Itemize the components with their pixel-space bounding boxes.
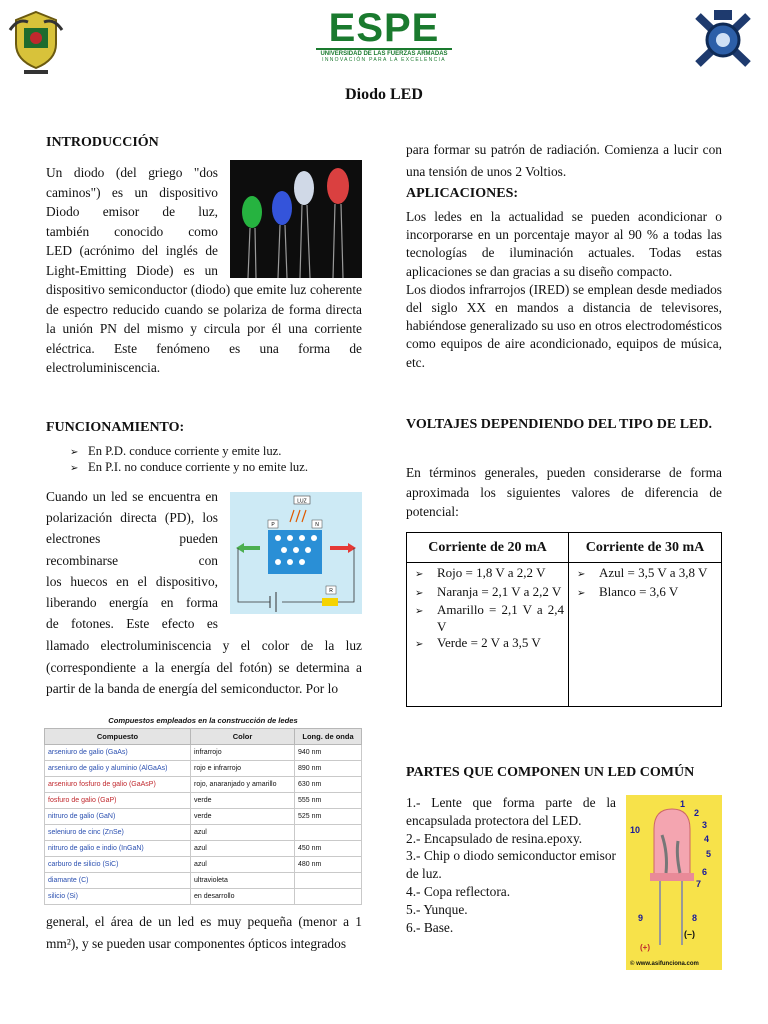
diagram-n-label: N: [315, 522, 319, 528]
svg-text:© www.asifunciona.com: © www.asifunciona.com: [630, 961, 699, 967]
svg-text:6: 6: [702, 867, 708, 877]
apps-text: Los ledes en la actualidad se pueden acondicionar o incorporarse en un porcentaje mayor al 90 % a todas las tecnologías de iluminación actuales. Todas estas aplicaciones se dan gracias a su diseño compacto. Los diodos infrarrojos (IRED) se emplean desde mediados del siglo XX en mandos a distancia de televisores, habiéndose generalizado su uso en otros electrodomésticos como equipos de aire acondicionado, equipos de música, etc.: [406, 209, 722, 370]
table-row: nitruro de galio (GaN) verde 525 nm: [45, 809, 362, 825]
voltage-heading: VOLTAJES DEPENDIENDO DEL TIPO DE LED.: [406, 417, 712, 432]
voltage-col1-header: Corriente de 20 mA: [407, 533, 569, 563]
list-item: 5.- Yunque.: [406, 901, 468, 917]
func-text-narrow: Cuando un led se encuentra en polarización directa (PD), los electrones pueden recombinarse con los huecos en el dispositivo, liberando energía en forma de fotones. Este efecto es: [46, 489, 218, 632]
voltage-intro: En términos generales, pueden considerarse de forma aproximada los siguientes valores de diferencia de potencial:: [406, 465, 722, 519]
func-text-after-table: general, el área de un led es muy pequeña (menor a 1 mm²), y se pueden usar componentes ópticos integrados: [46, 914, 362, 951]
table-row: silicio (Si) en desarrollo: [45, 889, 362, 905]
svg-text:(+): (+): [640, 943, 650, 952]
svg-text:8: 8: [692, 913, 698, 923]
diagram-luz-label: LUZ: [297, 498, 307, 505]
arrow-bullet-icon: ➢: [415, 569, 424, 580]
table-row: carburo de silicio (SiC) azul 480 nm: [45, 857, 362, 873]
list-item: 2.- Encapsulado de resina.epoxy.: [406, 830, 583, 846]
func-heading: FUNCIONAMIENTO:: [46, 420, 185, 435]
func-bullets: [70, 444, 360, 476]
apps-heading: APLICACIONES:: [406, 186, 519, 201]
espe-logo: ESPE UNIVERSIDAD DE LAS FUERZAS ARMADAS INNOVACIÓN PARA LA EXCELENCIA: [316, 8, 452, 62]
list-item: ➢ Blanco = 3,6 V: [577, 584, 717, 603]
list-item: ➢ Verde = 2 V a 3,5 V: [415, 635, 564, 654]
diagram-r-label: R: [329, 588, 333, 594]
list-item: ➢ Rojo = 1,8 V a 2,2 V: [415, 565, 564, 584]
table-caption: Compuestos empleados en la construcción de ledes: [108, 716, 298, 725]
svg-text:5: 5: [706, 849, 712, 859]
arrow-bullet-icon: ➢: [415, 606, 424, 617]
svg-text:1: 1: [680, 799, 686, 809]
intro-text: dispositivo semiconductor (diodo) que emite luz coherente de espectro reducido cuando se polariza de forma directa la unión PN del mismo y circula por él una corriente eléctrica. Este fenómeno es una forma de electroluminiscencia.: [46, 282, 362, 376]
intro-heading: INTRODUCCIÓN: [46, 135, 159, 150]
intro-text-narrow: Un diodo (del griego "dos caminos") es un dispositivo Diodo emisor de luz, también conocido como LED (acrónimo del inglés de Light-Emitting Diode) es un: [46, 165, 218, 278]
list-item: 4.- Copa reflectora.: [406, 883, 511, 899]
voltage-table: [406, 532, 722, 707]
svg-text:10: 10: [630, 825, 641, 835]
table-row: arseniuro de galio (GaAs) infrarrojo 940 nm: [45, 745, 362, 761]
arrow-bullet-icon: ➢: [415, 587, 424, 599]
table-row: nitruro de galio e indio (InGaN) azul 450 nm: [45, 841, 362, 857]
list-item: 6.- Base.: [406, 919, 454, 935]
arrow-bullet-icon: ➢: [70, 447, 79, 458]
arrow-bullet-icon: ➢: [415, 639, 424, 650]
list-item: 1.- Lente que forma parte de la encapsulada protectora del LED.: [406, 795, 616, 828]
table-row: fosfuro de galio (GaP) verde 555 nm: [45, 793, 362, 809]
parts-heading: PARTES QUE COMPONEN UN LED COMÚN: [406, 765, 695, 780]
table-row: arseniuro fosfuro de galio (GaAsP) rojo, anaranjado y amarillo 630 nm: [45, 777, 362, 793]
svg-text:9: 9: [638, 913, 644, 923]
voltage-col2-header: Corriente de 30 mA: [569, 533, 722, 563]
arrow-bullet-icon: ➢: [577, 569, 586, 580]
department-logo: [688, 6, 758, 74]
table-row: arseniuro de galio y aluminio (AlGaAs) rojo e infrarrojo 890 nm: [45, 761, 362, 777]
table-row: diamante (C) ultravioleta: [45, 873, 362, 889]
list-item: ➢ Azul = 3,5 V a 3,8 V: [577, 565, 717, 584]
led-parts-diagram: [626, 795, 722, 970]
list-item: ➢ En P.I. no conduce corriente y no emite luz.: [70, 460, 308, 474]
svg-text:3: 3: [702, 820, 708, 830]
svg-text:4: 4: [704, 834, 710, 844]
svg-text:(–): (–): [684, 929, 695, 939]
pn-junction-diagram: [230, 492, 362, 614]
list-item: ➢ Amarillo = 2,1 V a 2,4 V: [415, 602, 564, 634]
intro-continued-text: para formar su patrón de radiación. Comienza a lucir con una tensión de unos 2 Voltios.: [406, 142, 722, 179]
svg-text:7: 7: [696, 879, 702, 889]
func-text: llamado electroluminiscencia y el color de la luz (correspondiente a la energía del fotón) se determina a partir de la banda de energía del semiconductor. Por lo: [46, 638, 362, 697]
parts-list: [406, 794, 616, 936]
arrow-bullet-icon: ➢: [70, 463, 79, 474]
university-crest-logo: [6, 8, 66, 76]
list-item: ➢ Naranja = 2,1 V a 2,2 V: [415, 584, 564, 603]
svg-text:2: 2: [694, 808, 700, 818]
diagram-p-label: P: [271, 522, 275, 528]
compounds-table: Compuestos empleados en la construcción de ledes Compuesto Color Long. de onda arseniuro de galio (GaAs) infrarrojo 940 nm arseniuro de galio y aluminio (AlGaAs) rojo e infrarrojo 890 nm arseniuro fosfuro de galio (GaAsP) rojo, anaranjado y amarillo 630 nm fosfuro de galio (GaP) verde 555 nm nitruro de galio (GaN) verde 525 nm seleniuro de cinc (ZnSe) azul nitruro de galio e indio (InGaN) azul 450 nm carburo de silicio (SiC) azul 480 nm diamante (C) ultravioleta silicio (Si) en desarrollo: [44, 716, 362, 910]
table-row: seleniuro de cinc (ZnSe) azul: [45, 825, 362, 841]
arrow-bullet-icon: ➢: [577, 587, 586, 599]
led-photo: [230, 160, 362, 278]
list-item: ➢ En P.D. conduce corriente y emite luz.: [70, 444, 282, 458]
page-title: Diodo LED: [345, 86, 423, 103]
list-item: 3.- Chip o diodo semiconductor emisor de luz.: [406, 848, 616, 882]
